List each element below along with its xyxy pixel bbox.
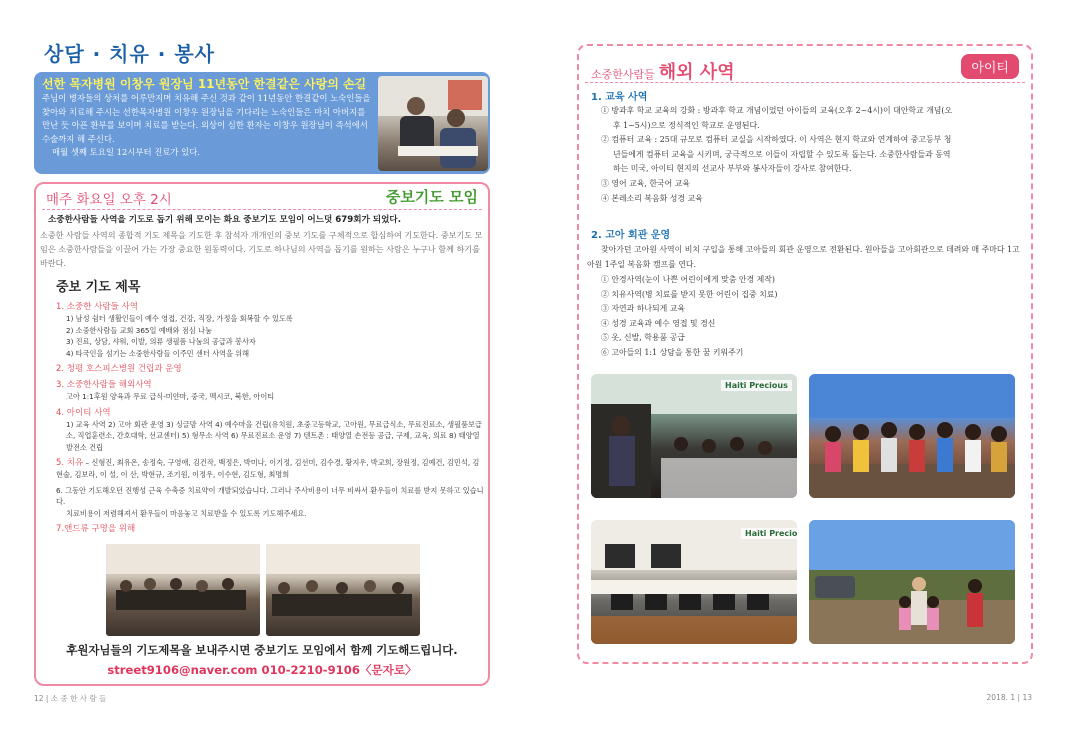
divider (42, 209, 482, 210)
topic-names: – 신형진, 최유온, 송정숙, 구영애, 김건작, 백정은, 박미나, 이기정, 김선미, 김수경, 황지우, 박교희, 장원정, 김예건, 김민석, 김현술, 김보라, 이 설, 이 산, 박현규, 조기원, 이정우, 이수현, 김도형, 최명희 (56, 458, 480, 479)
outdoor-children-illustration (809, 520, 1015, 644)
topic-heading: 3. 소중한사람들 해외사역 (56, 380, 152, 390)
topic-heading: 6. 그동안 기도해오던 진행성 근육 수축증 치료약이 개발되었습니다. 그러나 주사비용이 너무 비싸서 환우들이 치료를 받지 못하고 있습니다. (56, 485, 484, 506)
topic-line: 고아 1:1후원 양육과 무료 급식-미얀마, 중국, 멕시코, 북한, 아이티 (66, 392, 275, 401)
classroom-illustration (591, 374, 797, 498)
education-item: 후 1~5시)으로 정식적인 학교로 운영된다. (613, 120, 760, 130)
topic-item (56, 407, 484, 454)
orphan-hall-item: ① 안경사역(눈이 나쁜 어린이에게 맞춤 안경 제작) (601, 275, 775, 284)
topic-line: 치료비용이 저렴해져서 환우들이 마음놓고 치료받을 수 있도록 기도해주세요. (66, 508, 307, 518)
hospital-paragraph: 주님이 병자들의 상처를 어루만지며 치유해 주신 것과 같이 11년동안 한결같이 노숙인들을 찾아와 치료해 주시는 선한목자병원 이창우 원장님을 기다리는 노숙인들은 마치 아버지를 만난 듯 아픈 환부를 보이며 치료를 받는다. 외상이 심한 환자는 이창우 원장님이 즉석에서 수술까지 해 주신다. (42, 93, 371, 144)
prayer-schedule: 매주 화요일 오후 2시 (46, 192, 172, 208)
topic-heading: 5. 치유 (56, 458, 84, 468)
prayer-meeting-illustration (266, 544, 420, 636)
prayer-meeting-illustration (106, 544, 260, 636)
topic-line: 1) 남성 쉼터 생활인들이 예수 영접, 건강, 직장, 가정을 회복할 수 있도록 (66, 314, 293, 323)
topic-heading: 2. 청평 호스피스병원 건립과 운영 (56, 364, 182, 374)
topics-list (56, 301, 484, 539)
section-subtitle: 소중한사람들 (591, 68, 655, 81)
hospital-paragraph: 매월 셋째 토요일 12시부터 진료가 있다. (52, 147, 200, 158)
topics-title: 중보 기도 제목 (56, 280, 141, 295)
orphan-hall-title: 2. 고아 회관 운영 (591, 230, 671, 241)
topic-heading: 4. 아이티 사역 (56, 407, 111, 418)
orphan-hall-item: ⑥ 고아들의 1:1 상담을 통한 꿈 키워주기 (601, 347, 744, 357)
right-page (533, 0, 1066, 731)
education-item: ④ 본레소리 복음화 성경 교육 (601, 193, 703, 203)
prayer-lead: 소중한사람들 사역을 기도로 돕기 위해 모이는 화요 중보기도 모임이 어느덧 679회가 되었다. (48, 215, 401, 225)
contact-info: street9106@naver.com 010-2210-9106〈문자로〉 (107, 663, 417, 677)
hospital-box (34, 72, 490, 174)
page-footer: 2018. 1 | 13 (986, 693, 1032, 702)
topic-item (56, 379, 484, 403)
topic-item (56, 457, 484, 481)
topic-line: 3) 진료, 상담, 샤워, 이발, 의류 생필품 나눔의 공급과 봉사자 (66, 337, 256, 346)
hospital-photo (378, 76, 488, 171)
education-items (601, 104, 1021, 206)
prayer-intro: 소중한 사람들 사역의 종합적 기도 제목을 기도한 후 참석자 개개인의 중보 기도를 구체적으로 합심하여 기도한다. 중보기도 모임은 소중한사람들을 이끌어 가는 가장 중요한 원동력이다. 기도로 하나님의 사역을 돕기를 원하는 사람은 누구나 함께 하기를 바란다. (40, 230, 483, 268)
orphan-hall-item: ② 치유사역(병 치료를 받지 못한 어린이 집중 치료) (601, 289, 778, 299)
page-title: 상담 · 치유 · 봉사 (44, 42, 215, 66)
topic-line: 2) 소중한사람들 교회 365일 예배와 점심 나눔 (66, 325, 212, 335)
orphan-hall-item: ⑤ 옷, 신발, 학용품 공급 (601, 333, 685, 343)
hospital-title: 선한 목자병원 이창우 원장님 11년동안 한결같은 사랑의 손길 (42, 77, 367, 91)
outdoor-children-photo (809, 520, 1015, 644)
orphan-hall-item: ④ 성경 교육과 예수 영접 및 경신 (601, 318, 716, 328)
children-group-illustration (809, 374, 1015, 498)
topic-line: 1) 교육 사역 2) 고아 회관 운영 3) 싱글맘 사역 4) 예수마을 건립(유치원, 초중고등학교, 고아원, 무료급식소, 무료진료소, 생필품보급소, 직업훈련소, 간호대학, 선교센터) 5) 형무소 사역 6) 무료진료소 운영 7) 텐트촌 : 태양열 손전등 공급, 구제, 교육, 의료 8) 태양열 발전소 건립 (66, 419, 482, 452)
page-footer: 12 | 소 중 한 사 람 들 (34, 694, 107, 703)
photo-sign: Haiti Precious (721, 380, 792, 391)
invite-text: 후원자님들의 기도제목을 보내주시면 중보기도 모임에서 함께 기도해드립니다. (66, 643, 458, 657)
topic-item (56, 301, 484, 359)
orphan-hall-item: ③ 자연과 하나되게 교육 (601, 304, 686, 314)
country-badge: 아이티 (961, 54, 1019, 79)
orphan-hall-items (601, 273, 1021, 361)
education-item: 년들에게 컴퓨터 교육을 시키며, 궁극적으로 이들이 자립할 수 있도록 돕는다. 소중한사람들과 동역 (613, 149, 951, 159)
computer-room-photo (591, 520, 797, 644)
education-item: ③ 영어 교육, 한국어 교육 (601, 178, 691, 188)
topic-heading: 7.앤드류 구명을 위해 (56, 524, 136, 534)
topic-heading: 1. 소중한 사람들 사역 (56, 302, 138, 312)
education-item: 하는 미국, 아이티 현지의 선교사 부부와 봉사자들이 강사로 참여한다. (613, 164, 852, 174)
classroom-photo (591, 374, 797, 498)
prayer-title: 중보기도 모임 (385, 188, 478, 206)
prayer-box (34, 182, 490, 686)
topic-item (56, 523, 484, 535)
education-item: ② 컴퓨터 교육 : 25대 규모로 컴퓨터 교실을 시작하였다. 이 사역은 현지 학교와 연계하여 중고등부 청 (601, 135, 952, 145)
prayer-meeting-photo (106, 544, 260, 636)
hospital-photo-illustration (378, 76, 488, 171)
hospital-body (42, 92, 372, 160)
section-title: 해외 사역 (658, 62, 735, 83)
section-heading (591, 58, 735, 84)
photo-sign: Haiti Precio (741, 528, 797, 539)
education-item: ① 방과후 학교 교육의 강화 : 방과후 학교 개념이었던 아이들의 교육(오후 2~4시)이 대안학교 개념(오 (601, 106, 953, 115)
topic-item (56, 363, 484, 375)
overseas-ministry-box (577, 44, 1033, 664)
topic-line: 4) 타국인을 섬기는 소중한사람들 이주민 센터 사역을 위해 (66, 348, 250, 358)
orphan-hall-paragraph: 찾아가던 고아원 사역이 비치 구입을 통해 고아들의 회관 운영으로 전환된다. 원아들을 고아회관으로 데려와 매 주마다 1고아원 1주일 복음화 캠프를 연다. (587, 245, 1020, 269)
topic-item (56, 485, 484, 520)
prayer-meeting-photo (266, 544, 420, 636)
divider (585, 82, 1025, 83)
education-title: 1. 교육 사역 (591, 92, 648, 103)
children-group-photo (809, 374, 1015, 498)
